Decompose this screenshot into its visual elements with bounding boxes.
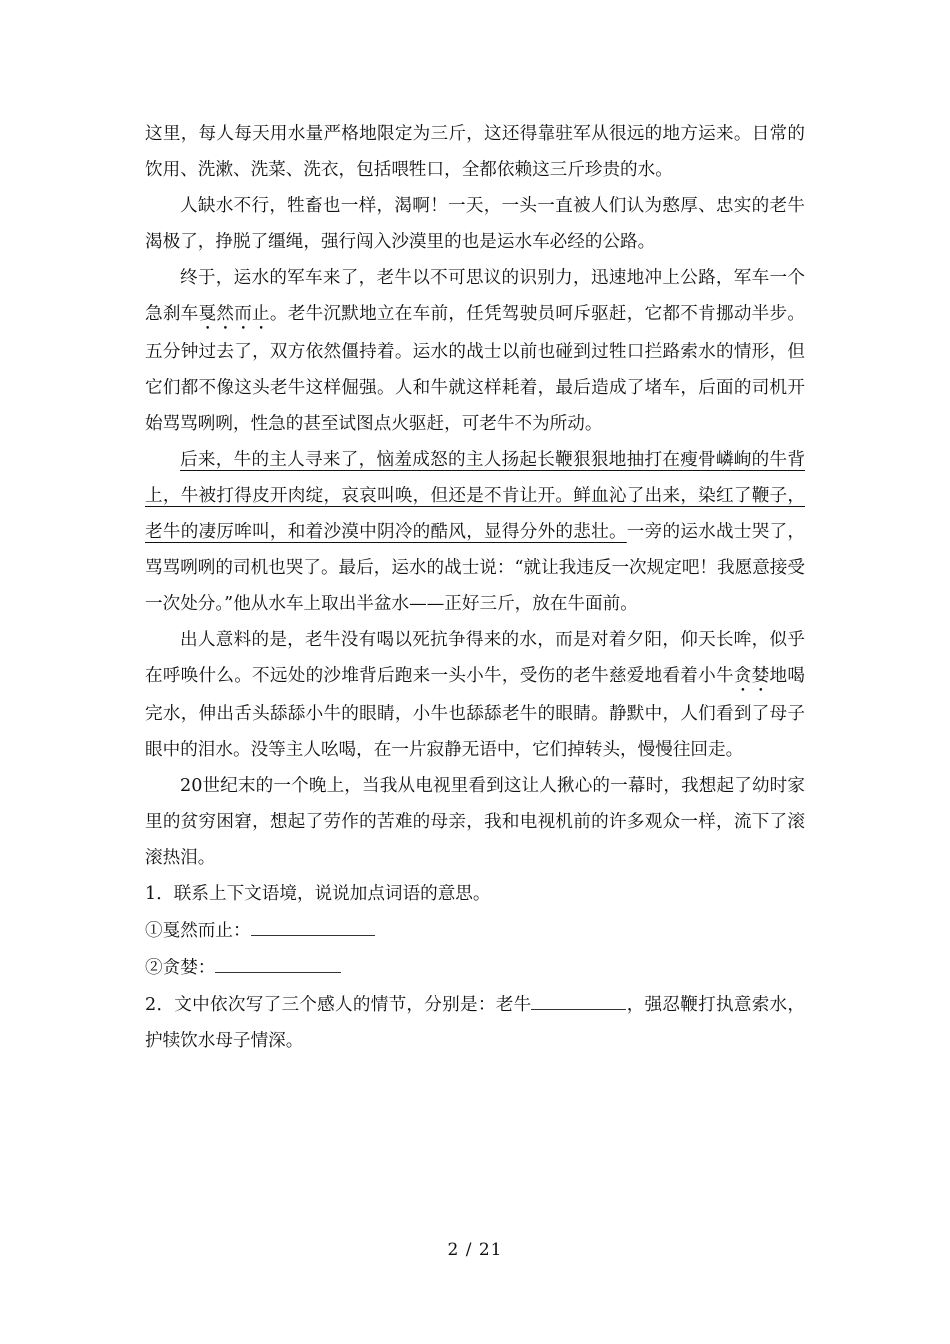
question-2: 2．文中依次写了三个感人的情节，分别是：老牛 ，强忍鞭打执意索水，护犊饮水母子情深。 — [145, 987, 805, 1059]
dotted-word-gaijan-erzhi: 戛然而止 — [198, 304, 270, 324]
paragraph-2: 人缺水不行，牲畜也一样，渴啊！一天，一头一直被人们认为憨厚、忠实的老牛渴极了，挣脱了缰绳，强行闯入沙漠里的也是运水车必经的公路。 — [145, 196, 805, 252]
question-1-a: ①戛然而止： — [145, 913, 805, 950]
answer-blank-1b[interactable] — [215, 954, 341, 973]
paragraph-5: 出人意料的是，老牛没有喝以死抗争得来的水，而是对着夕阳，仰天长哞，似乎在呼唤什么。不远处的沙堆背后跑来一头小牛，受伤的老牛慈爱地看着小牛贪婪地喝完水，伸出舌头舔舔小牛的眼睛，小牛也舔舔老牛的眼睛。静默中，人们看到了母子眼中的泪水。没等主人吆喝，在一片寂静无语中，它们掉转头，慢慢往回走。 — [145, 630, 805, 760]
question-1-b: ②贪婪： — [145, 950, 805, 987]
paragraph-3: 终于，运水的军车来了，老牛以不可思议的识别力，迅速地冲上公路，军车一个急刹车戛然而止。老牛沉默地立在车前，任凭驾驶员呵斥驱赶，它都不肯挪动半步。五分钟过去了，双方依然僵持着。运水的战士以前也碰到过牲口拦路索水的情形，但它们都不像这头老牛这样倔强。人和牛就这样耗着，最后造成了堵车，后面的司机开始骂骂咧咧，性急的甚至试图点火驱赶，可老牛不为所动。 — [145, 268, 805, 434]
question-1: 1．联系上下文语境，说说加点词语的意思。 — [145, 884, 491, 904]
dotted-word-tanlan: 贪婪 — [733, 666, 770, 686]
paragraph-6: 20世纪末的一个晚上，当我从电视里看到这让人揪心的一幕时，我想起了幼时家里的贫穷困窘，想起了劳作的苦难的母亲，我和电视机前的许多观众一样，流下了滚滚热泪。 — [145, 776, 805, 868]
answer-blank-1a[interactable] — [251, 917, 375, 936]
document-content — [145, 116, 805, 1059]
underlined-passage: 后来，牛的主人寻来了，恼羞成怒的主人扬起长鞭狠狠地抽打在瘦骨嶙峋的牛背上，牛被打得皮开肉绽，哀哀叫唤，但还是不肯让开。鲜血沁了出来，染红了鞭子，老牛的凄厉哞叫，和着沙漠中阴冷的酷风，显得分外的悲壮。 — [145, 450, 805, 542]
paragraph-1: 这里，每人每天用水量严格地限定为三斤，这还得靠驻军从很远的地方运来。日常的饮用、洗漱、洗菜、洗衣，包括喂牲口，全都依赖这三斤珍贵的水。 — [145, 124, 805, 180]
paragraph-4: 后来，牛的主人寻来了，恼羞成怒的主人扬起长鞭狠狠地抽打在瘦骨嶙峋的牛背上，牛被打得皮开肉绽，哀哀叫唤，但还是不肯让开。鲜血沁了出来，染红了鞭子，老牛的凄厉哞叫，和着沙漠中阴冷的酷风，显得分外的悲壮。一旁的运水战士哭了，骂骂咧咧的司机也哭了。最后，运水的战士说：“就让我违反一次规定吧！我愿意接受一次处分。”他从水车上取出半盆水——正好三斤，放在牛面前。 — [145, 450, 805, 614]
page-number: 2 / 21 — [447, 1240, 503, 1260]
answer-blank-2[interactable] — [531, 991, 626, 1010]
